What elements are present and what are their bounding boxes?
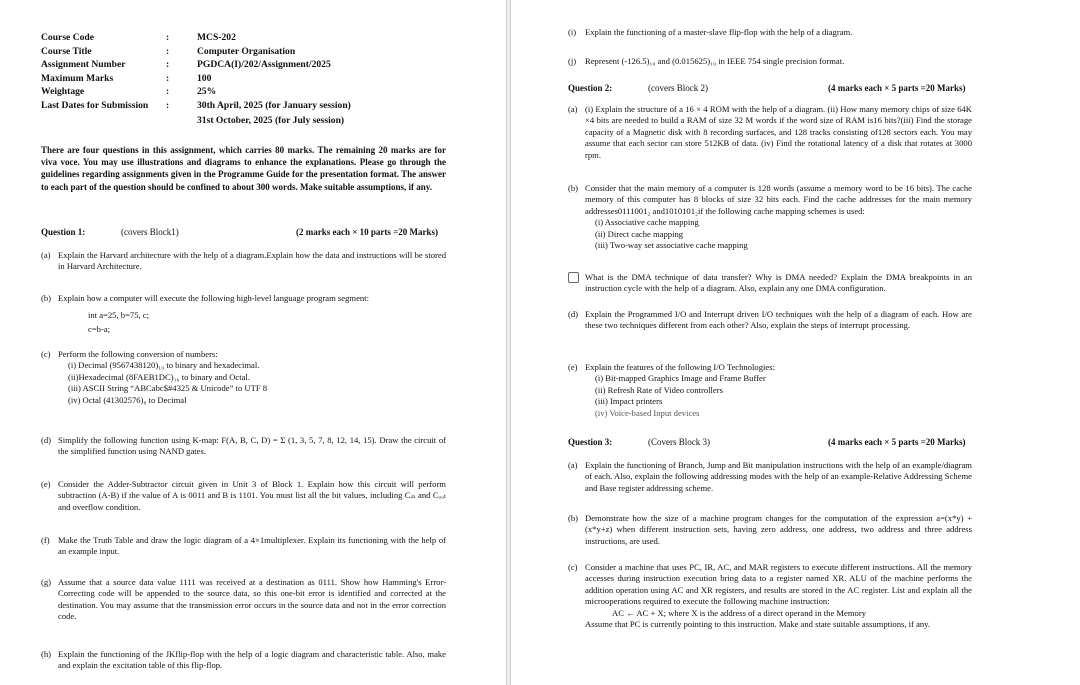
submission-date-january: 30th April, 2025 (for January session) [197, 99, 351, 111]
question-1h: (h) Explain the functioning of the JKflip-flop with the help of a logic diagram and characteristic table. Also, make and explain the excitation table of this flip-flop. [41, 649, 446, 671]
question-1a: (a) Explain the Harvard architecture with the help of a diagram.Explain how the data and instructions will be stored in Harvard Architecture. [41, 250, 446, 272]
question-1g: (g) Assume that a source data value 1111 was received at a destination as 0111. Show how Hamming's Error-Correcting code will be appended to the source data, so this one-bit error is identified and corrected at the destination. You may assume that the transmission error occurs in the source data and not in the error correction code. [41, 577, 446, 622]
question-3-covers: (Covers Block 3) [648, 437, 710, 447]
question-1-title: Question 1: [41, 227, 86, 237]
code-line-2: c=b-a; [88, 323, 111, 334]
assignment-number-label: Assignment Number [41, 59, 126, 71]
code-line-1: int a=25, b=75, c; [88, 310, 150, 321]
question-3c: (c) Consider a machine that uses PC, IR, AC, and MAR registers to execute different instructions. All the memory accesses during instruction execution bring data to a register named XR. ALU of the machine performs the addition operation using AC and XR registers, and results are stored in the AC register. List and explain all the microoperations required to execute the following machine instruction: AC ← AC + X; where X is the address of a direct operand in the Memory Assume that PC is currently pointing to this instruction. Make and state suitable assumptions, if any. [568, 562, 972, 630]
question-1e: (e) Consider the Adder-Subtractor circuit given in Unit 3 of Block 1. Explain how this circuit will perform subtraction (A-B) if the value of A is 0011 and B is 1101. You must list all the bit values, including Cᵢₙ and Cₒᵤₜ and overflow condition. [41, 479, 446, 512]
question-2a: (a) (i) Explain the structure of a 16 × 4 ROM with the help of a diagram. (ii) How many memory chips of size 64K ×4 bits are needed to build a RAM of size 32 M words if the word size of RAM is16 bits?(iii) Find the storage capacity of a Magnetic disk with 8 recording surfaces, and 128 tracks consisting of128 sectors each. You may assume that each sector can store 512KB of data. (iv) Find the rotational latency of a disk that rotates at 3000 rpm. [568, 104, 972, 160]
submission-date-july: 31st October, 2025 (for July session) [197, 114, 345, 126]
question-3c-equation: AC ← AC + X; where X is the address of a direct operand in the Memory [612, 607, 867, 618]
course-title-value: Computer Organisation [197, 45, 296, 57]
document-page-left [0, 0, 506, 685]
question-1-header [41, 226, 438, 238]
weightage-row: Weightage : 25% [41, 85, 397, 99]
course-title-label: Course Title [41, 45, 92, 57]
assignment-number-row: Assignment Number : PGDCA(I)/202/Assignment/2025 [41, 58, 397, 72]
assignment-number-value: PGDCA(I)/202/Assignment/2025 [197, 59, 331, 71]
question-2-title: Question 2: [568, 83, 613, 93]
question-1-marks: (2 marks each × 10 parts =20 Marks) [296, 227, 438, 237]
course-code-value: MCS-202 [197, 32, 236, 43]
question-2-marks: (4 marks each × 5 parts =20 Marks) [828, 83, 966, 93]
question-2-header [568, 82, 966, 94]
question-3b: (b) Demonstrate how the size of a machine program changes for the computation of the expression a=(x*y) + (x*y+z) when different instruction sets, having zero address, one address, two address and three address instructions, are used. [568, 513, 972, 546]
question-2d: (d) Explain the Programmed I/O and Interrupt driven I/O techniques with the help of a diagram of each. How are these two techniques different from each other? Also, explain the steps of interrupt processing. [568, 309, 972, 331]
question-1d: (d) Simplify the following function using K-map: F(A, B, C, D) = Σ (1, 3, 5, 7, 8, 12, 14, 15). Draw the circuit of the simplified function using NAND gates. [41, 435, 446, 457]
maximum-marks-row: Maximum Marks : 100 [41, 72, 397, 86]
assignment-instructions: There are four questions in this assignment, which carries 80 marks. The remaining 20 marks are for viva voce. You may use illustrations and diagrams to enhance the explanations. Please go through the guidelines regarding assignments given in the Programme Guide for the presentation format. The answer to each part of the question should be confined to about 300 words. Make suitable assumptions, if any. [41, 145, 446, 192]
question-3-title: Question 3: [568, 437, 613, 447]
question-2b: (b) Consider that the main memory of a computer is 128 words (assume a memory word to be 16 bits). The cache memory of this computer has 8 blocks of size 32 bits each. Find the cache addresses for the main memory addresses0111001₂ and1010101₂if the following cache mapping schemes is used: (i) Associative cache mapping (ii) Direct cache mapping (iii) Two-way set associative cache mapping [568, 183, 972, 251]
maximum-marks-label: Maximum Marks [41, 72, 114, 84]
submission-date-label: Last Dates for Submission [41, 99, 149, 111]
question-3-marks: (4 marks each × 5 parts =20 Marks) [828, 437, 966, 447]
question-1i: (i) Explain the functioning of a master-slave flip-flop with the help of a diagram. [568, 27, 853, 37]
question-1-covers: (covers Block1) [121, 227, 179, 237]
question-2c: What is the DMA technique of data transfer? Why is DMA needed? Explain the DMA breakpoints in an instruction cycle with the help of a diagram. Also, explain any one DMA configuration. [568, 272, 972, 295]
question-2-covers: (covers Block 2) [648, 83, 708, 93]
question-1f: (f) Make the Truth Table and draw the logic diagram of a 4×1multiplexer. Explain its functioning with the help of an example input. [41, 535, 446, 557]
weightage-value: 25% [197, 86, 217, 98]
weightage-label: Weightage [41, 86, 85, 98]
course-title-row: Course Title : Computer Organisation [41, 45, 397, 59]
question-2c-marker [568, 272, 579, 283]
question-3-header [568, 436, 966, 448]
submission-date-row: Last Dates for Submission : 30th April, 2025 (for January session) [41, 99, 397, 113]
question-1c: (c) Perform the following conversion of numbers: (i) Decimal (9567438120)₁₀ to binary and hexadecimal. (ii)Hexadecimal (8FAEB1DC)₁₆ to binary and Octal. (iii) ASCII String “ABCabc$#4325 & Unicode” to UTF 8 (iv) Octal (41302576)₈ to Decimal [41, 349, 268, 405]
question-1j: (j) Represent (-126.5)₁₀ and (0.015625)₁₀ in IEEE 754 single precision format. [568, 56, 845, 66]
question-3a: (a) Explain the functioning of Branch, Jump and Bit manipulation instructions with the help of an example/diagram of each. Also, explain the following addressing modes with the help of an example-Relative Addressing Scheme and Base register addressing scheme. [568, 460, 972, 493]
maximum-marks-value: 100 [197, 72, 212, 84]
document-page-right [511, 0, 1080, 685]
question-2e: (e) Explain the features of the following I/O Technologies: (i) Bit-mapped Graphics Image and Frame Buffer (ii) Refresh Rate of Video controllers (iii) Impact printers (iv) Voice-based Input devices [568, 362, 775, 418]
course-code-label: Course Code [41, 32, 95, 43]
course-info-table [41, 31, 397, 127]
course-code-row: Course Code : MCS-202 [41, 31, 397, 45]
question-1b: (b) Explain how a computer will execute the following high-level language program segment: int a=25, b=75, c; c=b-a; [41, 293, 446, 335]
